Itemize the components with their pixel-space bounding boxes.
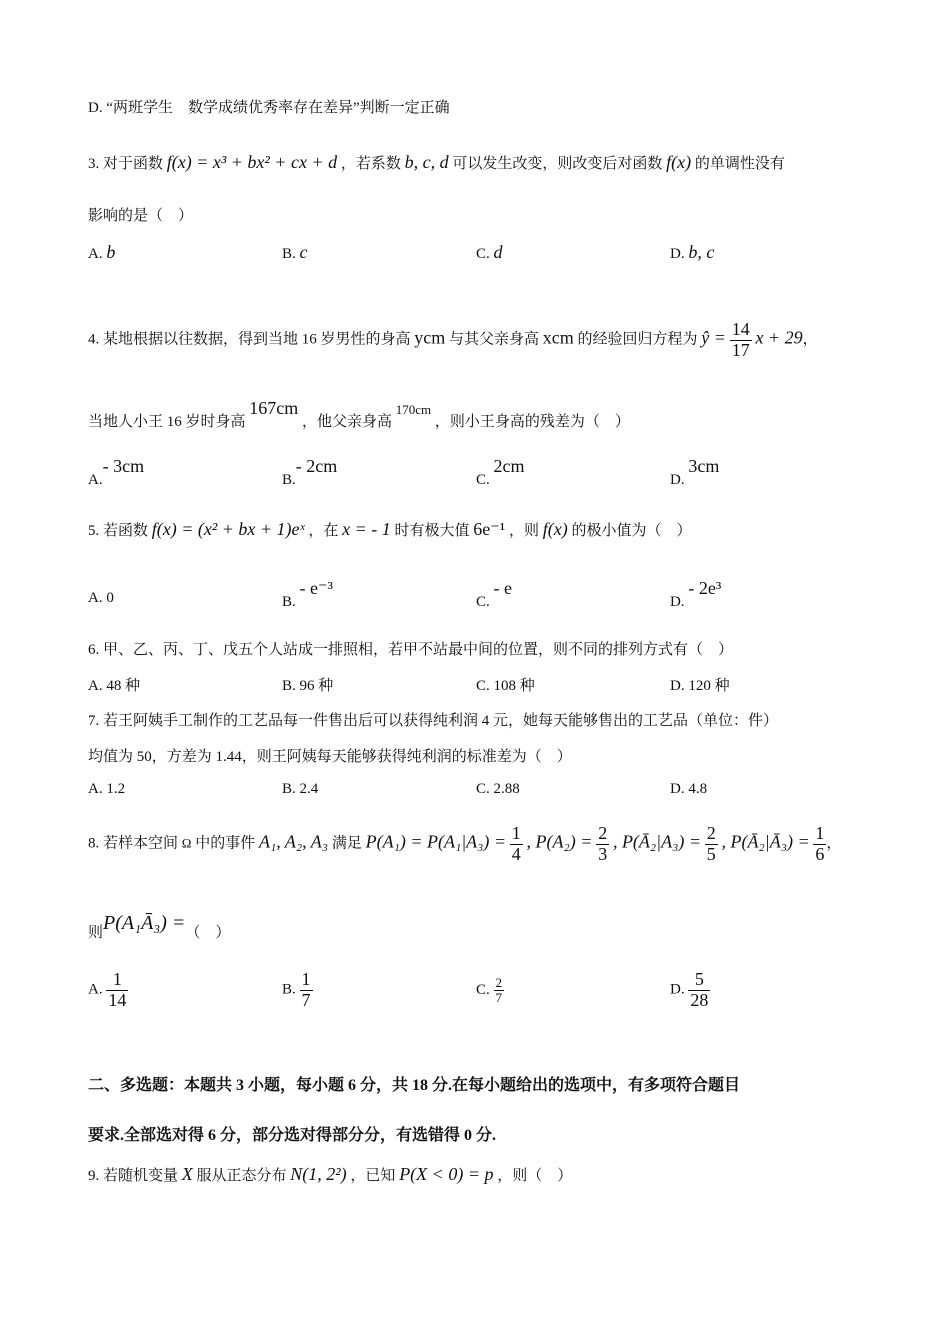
- numerator: 1: [301, 969, 311, 989]
- option-value: - 3cm: [102, 456, 145, 476]
- q3-suffix: 的单调性没有: [694, 156, 785, 172]
- q4-yhat: ŷ =: [701, 327, 726, 348]
- option-value: b: [106, 242, 116, 262]
- option-value: 3cm: [688, 456, 720, 476]
- option-label: B.: [282, 981, 296, 998]
- q8-fraction-2: [596, 824, 609, 865]
- option-label: C.: [476, 472, 490, 488]
- q4-numerator: 14: [731, 319, 750, 339]
- q9-mid: 服从正态分布: [196, 1168, 287, 1184]
- q8-events: A₁, A₂, A₃: [258, 831, 329, 852]
- q8-cond-d: , P(Ā₂|Ā₃) =: [721, 831, 810, 852]
- option-label: D.: [670, 472, 685, 488]
- q8-option-d[interactable]: [670, 970, 710, 1011]
- option-value: c: [299, 242, 308, 262]
- q3-line2: 影响的是（ ）: [88, 208, 194, 224]
- q9-suffix: ，则（ ）: [497, 1168, 573, 1184]
- q5-x: x = - 1: [342, 519, 391, 539]
- q4-mid2: 的经验回归方程为: [577, 331, 698, 348]
- q9-variable: X: [181, 1164, 193, 1184]
- q8-cond-b: , P(A₂) =: [526, 831, 593, 852]
- numerator: 2: [598, 823, 608, 843]
- q8-line2-a: 则: [88, 925, 104, 941]
- q4-option-b[interactable]: [282, 456, 338, 488]
- option-label: C.: [476, 246, 490, 262]
- q4-father-height: 170cm: [395, 402, 432, 417]
- q3-option-c[interactable]: [476, 242, 503, 263]
- q3-prefix: 3. 对于函数: [88, 156, 164, 172]
- q4-fraction: [730, 320, 752, 361]
- section-2-heading-line2: 要求.全部选对得 6 分，部分选对得部分分，有选错得 0 分.: [88, 1127, 497, 1144]
- option-label: C.: [476, 594, 490, 610]
- option-label: D.: [670, 981, 685, 998]
- question-8: [88, 824, 841, 865]
- q4-prefix: 4. 某地根据以往数据，得到当地 16 岁男性的身高: [88, 331, 411, 348]
- q4-line2-b: ，他父亲身高: [302, 414, 393, 430]
- option-fraction: [300, 970, 313, 1011]
- q3-option-a[interactable]: [88, 242, 115, 263]
- q3-option-d[interactable]: [670, 242, 714, 263]
- denominator: 14: [108, 989, 127, 1010]
- q5-mid3: ，则: [508, 523, 539, 539]
- q4-line2-c: ，则小王身高的残差为（ ）: [434, 414, 630, 430]
- numerator: 1: [815, 823, 825, 843]
- denominator: 4: [511, 843, 521, 864]
- option-value: - 2e³: [688, 578, 722, 598]
- q4-option-d[interactable]: [670, 456, 720, 488]
- q7-option-c[interactable]: C. 2.88: [476, 781, 520, 797]
- q8-fraction-1: [510, 824, 523, 865]
- q6-option-a[interactable]: A. 48 种: [88, 678, 141, 694]
- q6-option-b[interactable]: B. 96 种: [282, 678, 334, 694]
- q4-son-height: 167cm: [249, 398, 299, 418]
- option-label: D.: [670, 594, 685, 610]
- numerator: 1: [511, 823, 521, 843]
- q8-option-a[interactable]: [88, 970, 128, 1011]
- q8-option-b[interactable]: [282, 970, 313, 1011]
- option-fraction: [106, 970, 128, 1011]
- question-9: [88, 1164, 572, 1185]
- q7-option-a[interactable]: A. 1.2: [88, 781, 126, 797]
- q4-mid: 与其父亲身高: [449, 331, 540, 348]
- denominator: 5: [706, 843, 716, 864]
- question-6: 6. 甲、乙、丙、丁、戊五个人站成一排照相，若甲不站最中间的位置，则不同的排列方式有（ ）: [88, 642, 734, 658]
- q9-distribution: N(1, 2²): [290, 1164, 347, 1184]
- q4-x: xcm: [542, 327, 574, 348]
- q6-option-c[interactable]: C. 108 种: [476, 678, 535, 694]
- q3-mid2: 可以发生改变，则改变后对函数: [452, 156, 663, 172]
- question-4: [88, 320, 818, 361]
- q8-fraction-3: [705, 824, 718, 865]
- q7-line2: 均值为 50，方差为 1.44，则王阿姨每天能够获得纯利润的标准差为（ ）: [88, 749, 572, 765]
- denominator: 7: [301, 989, 311, 1010]
- q4-line2-a: 当地人小王 16 岁时身高: [88, 414, 246, 430]
- q5-suffix: 的极小值为（ ）: [571, 523, 692, 539]
- question-3: [88, 152, 785, 173]
- q4-tail: x + 29: [755, 327, 803, 348]
- q8-line2: [88, 912, 231, 941]
- option-fraction: [688, 970, 710, 1011]
- q8-cond-c: , P(Ā₂|A₃) =: [612, 831, 702, 852]
- q3-vars: b, c, d: [404, 152, 449, 172]
- option-value: b, c: [688, 242, 715, 262]
- q5-mid: ，在: [308, 523, 339, 539]
- q4-option-c[interactable]: [476, 456, 525, 488]
- q3-function: f(x) = x³ + bx² + cx + d: [166, 152, 338, 172]
- option-value: - 2cm: [295, 456, 338, 476]
- option-value: 2cm: [493, 456, 525, 476]
- q9-mid2: ，已知: [350, 1168, 396, 1184]
- section-2-heading: 二、多选题：本题共 3 小题，每小题 6 分，共 18 分.在每小题给出的选项中，有多项符合题目: [88, 1077, 741, 1094]
- option-label: A.: [88, 246, 103, 262]
- q4-y: ycm: [414, 327, 446, 348]
- q8-omega: Ω: [181, 835, 192, 851]
- q6-option-d[interactable]: D. 120 种: [670, 678, 730, 694]
- q5-option-d[interactable]: [670, 578, 722, 610]
- denominator: 6: [815, 843, 825, 864]
- q8-fraction-4: [813, 824, 826, 865]
- q4-comma: ，: [802, 331, 818, 348]
- option-value: d: [493, 242, 503, 262]
- q8-prefix: 8. 若样本空间: [88, 835, 179, 852]
- denominator: 3: [598, 843, 608, 864]
- q4-option-a[interactable]: [88, 456, 145, 488]
- numerator: 5: [688, 970, 710, 991]
- q8-mid: 中的事件: [195, 835, 256, 852]
- q3-fx: f(x): [666, 152, 692, 172]
- option-label: B.: [282, 246, 296, 262]
- q5-mid2: 时有极大值: [394, 523, 470, 539]
- q5-function: f(x) = (x² + bx + 1)eˣ: [151, 519, 305, 539]
- option-value: - e: [493, 578, 512, 598]
- numerator: 1: [106, 970, 128, 991]
- denominator: 7: [495, 990, 503, 1006]
- denominator: 28: [690, 989, 709, 1010]
- option-label: C.: [476, 982, 490, 999]
- q8-option-c[interactable]: [476, 976, 504, 1006]
- q4-denominator: 17: [731, 339, 750, 360]
- option-label: B.: [282, 594, 296, 610]
- q5-fx: f(x): [542, 519, 568, 539]
- option-value: - e⁻³: [299, 578, 333, 598]
- option-label: B.: [282, 472, 296, 488]
- option-label: A.: [88, 472, 103, 488]
- q7-option-d[interactable]: D. 4.8: [670, 781, 708, 797]
- question-7: 7. 若王阿姨手工制作的工艺品每一件售出后可以获得纯利润 4 元，她每天能够售出的工艺品（单位：件）: [88, 713, 779, 729]
- q5-option-a[interactable]: A. 0: [88, 590, 114, 606]
- option-label: D.: [670, 246, 685, 262]
- q5-max-value: 6e⁻¹: [473, 519, 506, 539]
- q5-prefix: 5. 若函数: [88, 523, 149, 539]
- q5-option-c[interactable]: [476, 578, 512, 610]
- q5-option-b[interactable]: [282, 578, 333, 610]
- option-label: A.: [88, 981, 103, 998]
- q9-prefix: 9. 若随机变量: [88, 1168, 179, 1184]
- numerator: 2: [495, 975, 503, 990]
- option-fraction: [494, 976, 505, 1006]
- q8-cond-a: P(A₁) = P(A₁|A₃) =: [365, 831, 507, 852]
- q9-probability: P(X < 0) = p: [399, 1164, 494, 1184]
- prev-option-d: D. “两班学生 数学成绩优秀率存在差异”判断一定正确: [88, 100, 450, 116]
- q8-line2-b: （ ）: [185, 925, 231, 941]
- q8-expression: P(A₁Ā₃) =: [103, 912, 186, 934]
- q7-option-b[interactable]: B. 2.4: [282, 781, 319, 797]
- q8-mid2: 满足: [331, 835, 362, 852]
- question-5: [88, 519, 691, 540]
- q8-comma: ，: [826, 835, 842, 852]
- numerator: 2: [706, 823, 716, 843]
- q4-line2: [88, 398, 630, 430]
- q3-option-b[interactable]: [282, 242, 308, 263]
- q3-mid1: ，若系数: [340, 156, 401, 172]
